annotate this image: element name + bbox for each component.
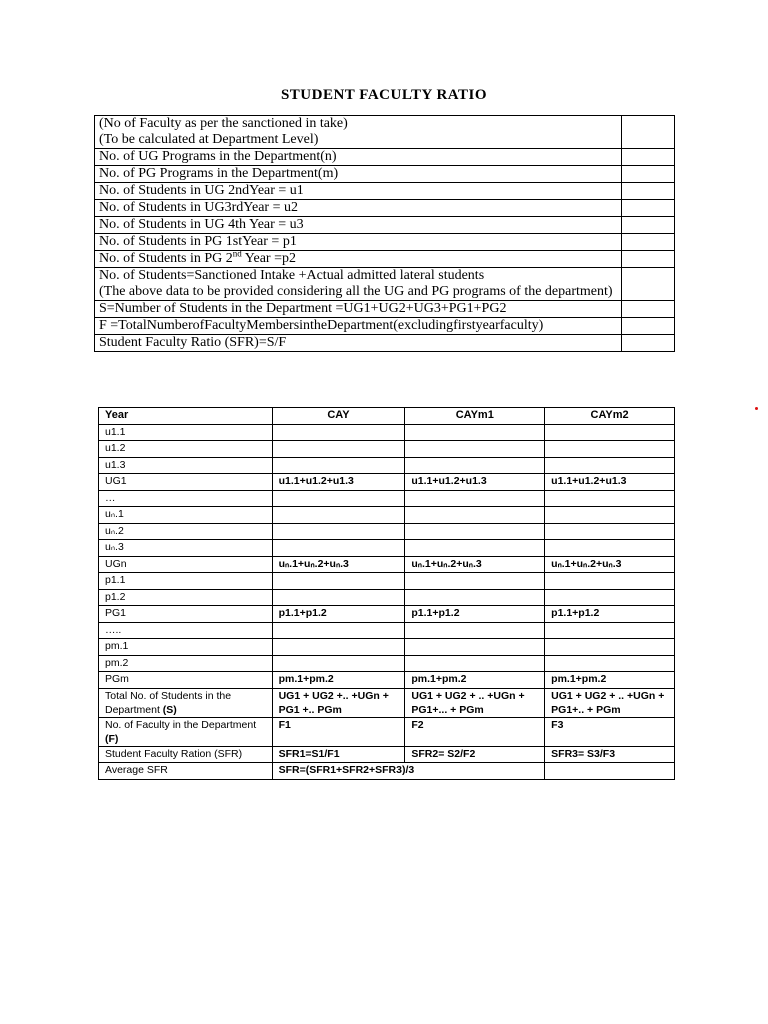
cell-cay: uₙ.1+uₙ.2+uₙ.3 <box>272 556 405 573</box>
cell-caym2 <box>545 457 675 474</box>
table-row <box>99 540 675 557</box>
definition-label: (No of Faculty as per the sanctioned in take) (To be calculated at Department Level) <box>95 116 622 149</box>
faculty-caym2: F3 <box>545 717 675 746</box>
definition-label: No. of Students in PG 2nd Year =p2 <box>95 251 622 268</box>
cell-caym1 <box>405 540 545 557</box>
page-title: STUDENT FACULTY RATIO <box>280 87 488 103</box>
cell-caym1 <box>405 441 545 458</box>
definition-value <box>622 234 675 251</box>
table-row <box>99 424 675 441</box>
cell-cay <box>272 490 405 507</box>
cell-cay: pm.1+pm.2 <box>272 672 405 689</box>
cell-caym2 <box>545 573 675 590</box>
faculty-caym1: F2 <box>405 717 545 746</box>
row-label: uₙ.2 <box>99 523 273 540</box>
red-dot-mark <box>755 407 758 410</box>
table-row <box>99 573 675 590</box>
cell-cay <box>272 441 405 458</box>
cell-cay <box>272 573 405 590</box>
definition-value <box>622 149 675 166</box>
row-label: PGm <box>99 672 273 689</box>
header-caym2: CAYm2 <box>545 408 675 425</box>
row-label: PG1 <box>99 606 273 623</box>
sfr-caym2: SFR3= S3/F3 <box>545 746 675 763</box>
cell-caym2 <box>545 507 675 524</box>
ratio-definition-table <box>94 115 675 352</box>
faculty-cay: F1 <box>272 717 405 746</box>
table-row <box>99 457 675 474</box>
table-row <box>99 639 675 656</box>
table-row <box>99 507 675 524</box>
cell-cay <box>272 424 405 441</box>
definition-label: S=Number of Students in the Department =UG1+UG2+UG3+PG1+PG2 <box>95 301 622 318</box>
cell-caym1 <box>405 457 545 474</box>
sfr-row <box>99 746 675 763</box>
cell-cay <box>272 589 405 606</box>
definition-label: F =TotalNumberofFacultyMembersintheDepartment(excludingfirstyearfaculty) <box>95 318 622 335</box>
cell-cay: p1.1+p1.2 <box>272 606 405 623</box>
definition-value <box>622 268 675 301</box>
definition-row <box>95 251 675 268</box>
row-label: u1.3 <box>99 457 273 474</box>
table-row <box>99 474 675 491</box>
row-label: p1.2 <box>99 589 273 606</box>
cell-cay <box>272 523 405 540</box>
total-caym2: UG1 + UG2 + .. +UGn + PG1+.. + PGm <box>545 688 675 717</box>
definition-value <box>622 166 675 183</box>
definition-label: No. of UG Programs in the Department(n) <box>95 149 622 166</box>
faculty-row <box>99 717 675 746</box>
cell-caym2: pm.1+pm.2 <box>545 672 675 689</box>
total-label: Total No. of Students in the Department (S) <box>99 688 273 717</box>
header-year: Year <box>99 408 273 425</box>
cell-caym1 <box>405 490 545 507</box>
row-label: pm.1 <box>99 639 273 656</box>
faculty-label: No. of Faculty in the Department (F) <box>99 717 273 746</box>
cell-caym2: u1.1+u1.2+u1.3 <box>545 474 675 491</box>
definition-row <box>95 116 675 149</box>
cell-caym2 <box>545 523 675 540</box>
row-label: u1.2 <box>99 441 273 458</box>
average-sfr-row <box>99 763 675 780</box>
total-cay: UG1 + UG2 +.. +UGn + PG1 +.. PGm <box>272 688 405 717</box>
cell-caym1 <box>405 424 545 441</box>
table-row <box>99 672 675 689</box>
table-row <box>99 523 675 540</box>
definition-label: No. of Students=Sanctioned Intake +Actual admitted lateral students (The above data to be provided considering all the UG and PG programs of the department) <box>95 268 622 301</box>
definition-label: No. of Students in PG 1stYear = p1 <box>95 234 622 251</box>
yearwise-student-table <box>98 407 675 780</box>
header-row <box>99 408 675 425</box>
cell-caym1 <box>405 589 545 606</box>
row-label: pm.2 <box>99 655 273 672</box>
cell-caym2 <box>545 540 675 557</box>
avg-label: Average SFR <box>99 763 273 780</box>
table-row <box>99 655 675 672</box>
definition-label: No. of Students in UG 4th Year = u3 <box>95 217 622 234</box>
definition-label: No. of PG Programs in the Department(m) <box>95 166 622 183</box>
definition-row <box>95 166 675 183</box>
table-row <box>99 589 675 606</box>
cell-caym1: p1.1+p1.2 <box>405 606 545 623</box>
definition-value <box>622 251 675 268</box>
cell-caym2: p1.1+p1.2 <box>545 606 675 623</box>
sfr-caym1: SFR2= S2/F2 <box>405 746 545 763</box>
cell-caym2 <box>545 639 675 656</box>
cell-cay <box>272 507 405 524</box>
definition-row <box>95 268 675 301</box>
row-label: … <box>99 490 273 507</box>
avg-empty <box>545 763 675 780</box>
cell-cay <box>272 639 405 656</box>
definition-value <box>622 217 675 234</box>
cell-cay <box>272 457 405 474</box>
definition-row <box>95 200 675 217</box>
table-row <box>99 490 675 507</box>
definition-label: Student Faculty Ratio (SFR)=S/F <box>95 335 622 352</box>
definition-value <box>622 301 675 318</box>
row-label: UG1 <box>99 474 273 491</box>
header-cay: CAY <box>272 408 405 425</box>
avg-formula: SFR=(SFR1+SFR2+SFR3)/3 <box>272 763 545 780</box>
cell-caym2: uₙ.1+uₙ.2+uₙ.3 <box>545 556 675 573</box>
row-label: p1.1 <box>99 573 273 590</box>
table-row <box>99 606 675 623</box>
row-label: ….. <box>99 622 273 639</box>
table-row <box>99 622 675 639</box>
definition-label: No. of Students in UG 2ndYear = u1 <box>95 183 622 200</box>
cell-caym1 <box>405 639 545 656</box>
cell-caym1 <box>405 507 545 524</box>
cell-caym2 <box>545 490 675 507</box>
definition-row <box>95 335 675 352</box>
cell-caym2 <box>545 441 675 458</box>
cell-caym1 <box>405 523 545 540</box>
definition-row <box>95 234 675 251</box>
row-label: u1.1 <box>99 424 273 441</box>
cell-caym1 <box>405 655 545 672</box>
table-row <box>99 441 675 458</box>
definition-row <box>95 318 675 335</box>
cell-caym2 <box>545 622 675 639</box>
definition-value <box>622 318 675 335</box>
definition-row <box>95 301 675 318</box>
definition-value <box>622 183 675 200</box>
definition-label: No. of Students in UG3rdYear = u2 <box>95 200 622 217</box>
cell-caym1: u1.1+u1.2+u1.3 <box>405 474 545 491</box>
cell-caym2 <box>545 655 675 672</box>
cell-caym1: pm.1+pm.2 <box>405 672 545 689</box>
definition-row <box>95 149 675 166</box>
sfr-cay: SFR1=S1/F1 <box>272 746 405 763</box>
definition-value <box>622 200 675 217</box>
total-students-row <box>99 688 675 717</box>
cell-caym2 <box>545 424 675 441</box>
definition-value <box>622 335 675 352</box>
header-caym1: CAYm1 <box>405 408 545 425</box>
cell-cay <box>272 622 405 639</box>
row-label: UGn <box>99 556 273 573</box>
total-caym1: UG1 + UG2 + .. +UGn + PG1+... + PGm <box>405 688 545 717</box>
definition-value <box>622 116 675 149</box>
cell-caym2 <box>545 589 675 606</box>
table-row <box>99 556 675 573</box>
cell-caym1: uₙ.1+uₙ.2+uₙ.3 <box>405 556 545 573</box>
cell-caym1 <box>405 573 545 590</box>
cell-cay <box>272 655 405 672</box>
sfr-label: Student Faculty Ration (SFR) <box>99 746 273 763</box>
cell-cay: u1.1+u1.2+u1.3 <box>272 474 405 491</box>
row-label: uₙ.1 <box>99 507 273 524</box>
row-label: uₙ.3 <box>99 540 273 557</box>
cell-caym1 <box>405 622 545 639</box>
cell-cay <box>272 540 405 557</box>
definition-row <box>95 217 675 234</box>
definition-row <box>95 183 675 200</box>
